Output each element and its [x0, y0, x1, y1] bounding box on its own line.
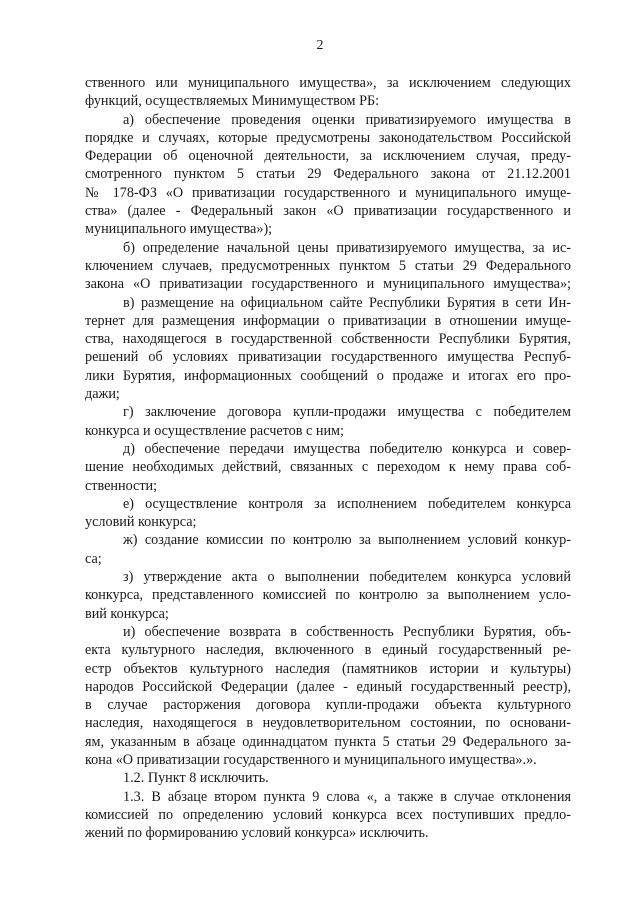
- text-line: смотренного пунктом 5 статьи 29 Федерального закона от 21.12.2001: [85, 166, 571, 183]
- text-line: 1.2. Пункт 8 исключить.: [123, 770, 269, 787]
- text-line: тернет для размещения информации о приватизации в отношении имуще-: [85, 312, 571, 329]
- page-number: 2: [316, 38, 324, 53]
- text-line: ственности;: [85, 477, 158, 494]
- text-line: лики Бурятия, информационных сообщений о продаже и итогах его про-: [85, 367, 571, 384]
- text-line: муниципального имущества»);: [85, 221, 273, 238]
- text-line: екта культурного наследия, включенного в единый государственный ре-: [85, 642, 571, 659]
- text-line: ж) создание комиссии по контролю за выполнением условий конкур-: [123, 532, 571, 549]
- text-line: вий конкурса;: [85, 605, 169, 622]
- text-line: д) обеспечение передачи имущества победителю конкурса и совер-: [123, 440, 571, 457]
- text-line: 1.3. В абзаце втором пункта 9 слова «, а также в случае отклонения: [123, 788, 571, 805]
- text-line: наследия, находящегося в неудовлетворительном состоянии, по основани-: [85, 715, 571, 732]
- text-line: а) обеспечение проведения оценки приватизируемого имущества в: [123, 111, 571, 128]
- text-line: конкурса и осуществление расчетов с ним;: [85, 422, 344, 439]
- text-line: в) размещение на официальном сайте Республики Бурятия в сети Ин-: [123, 294, 571, 311]
- text-line: б) определение начальной цены приватизируемого имущества, за ис-: [123, 239, 571, 256]
- text-line: ственного или муниципального имущества», за исключением следующих: [85, 75, 571, 91]
- text-line: ям, указанным в абзаце одиннадцатом пункта 5 статьи 29 Федерального за-: [85, 733, 571, 750]
- text-line: жений по формированию условий конкурса» исключить.: [85, 825, 429, 842]
- text-line: е) осуществление контроля за исполнением победителем конкурса: [123, 495, 571, 512]
- text-line: и) обеспечение возврата в собственность Республики Бурятия, объ-: [123, 623, 571, 640]
- text-line: ства» (далее - Федеральный закон «О приватизации государственного и: [85, 203, 571, 220]
- text-line: функций, осуществляемых Минимуществом РБ:: [85, 93, 380, 110]
- text-line: условий конкурса;: [85, 514, 197, 531]
- text-line: са;: [85, 550, 102, 567]
- text-line: ключением случаев, предусмотренных пунктом 5 статьи 29 Федерального: [85, 257, 571, 274]
- text-line: порядке и случаях, которые предусмотрены законодательством Российской: [85, 129, 571, 146]
- text-line: комиссией по определению условий конкурса всех поступивших предло-: [85, 806, 571, 823]
- text-line: конкурса, представленного комиссией по контролю за выполнением усло-: [85, 587, 571, 604]
- text-line: № 178-ФЗ «О приватизации государственного и муниципального имуще-: [85, 184, 571, 201]
- text-line: ства, находящегося в государственной собственности Республики Бурятия,: [85, 331, 571, 348]
- document-body: [85, 74, 571, 842]
- text-line: естр объектов культурного наследия (памятников истории и культуры): [85, 660, 571, 677]
- text-line: з) утверждение акта о выполнении победителем конкурса условий: [123, 569, 571, 586]
- text-line: дажи;: [85, 386, 120, 403]
- text-line: шение необходимых действий, связанных с переходом к нему права соб-: [85, 459, 571, 476]
- text-line: Федерации об оценочной деятельности, за исключением случая, преду-: [85, 148, 571, 165]
- text-line: закона «О приватизации государственного и муниципального имущества»;: [85, 276, 571, 293]
- text-line: народов Российской Федерации (далее - единый государственный реестр),: [85, 678, 571, 695]
- text-line: решений об условиях приватизации государственного имущества Респуб-: [85, 349, 571, 366]
- text-line: в случае расторжения договора купли-продажи объекта культурного: [85, 697, 571, 714]
- text-line: кона «О приватизации государственного и муниципального имущества».».: [85, 751, 537, 768]
- text-line: г) заключение договора купли-продажи имущества с победителем: [123, 404, 571, 421]
